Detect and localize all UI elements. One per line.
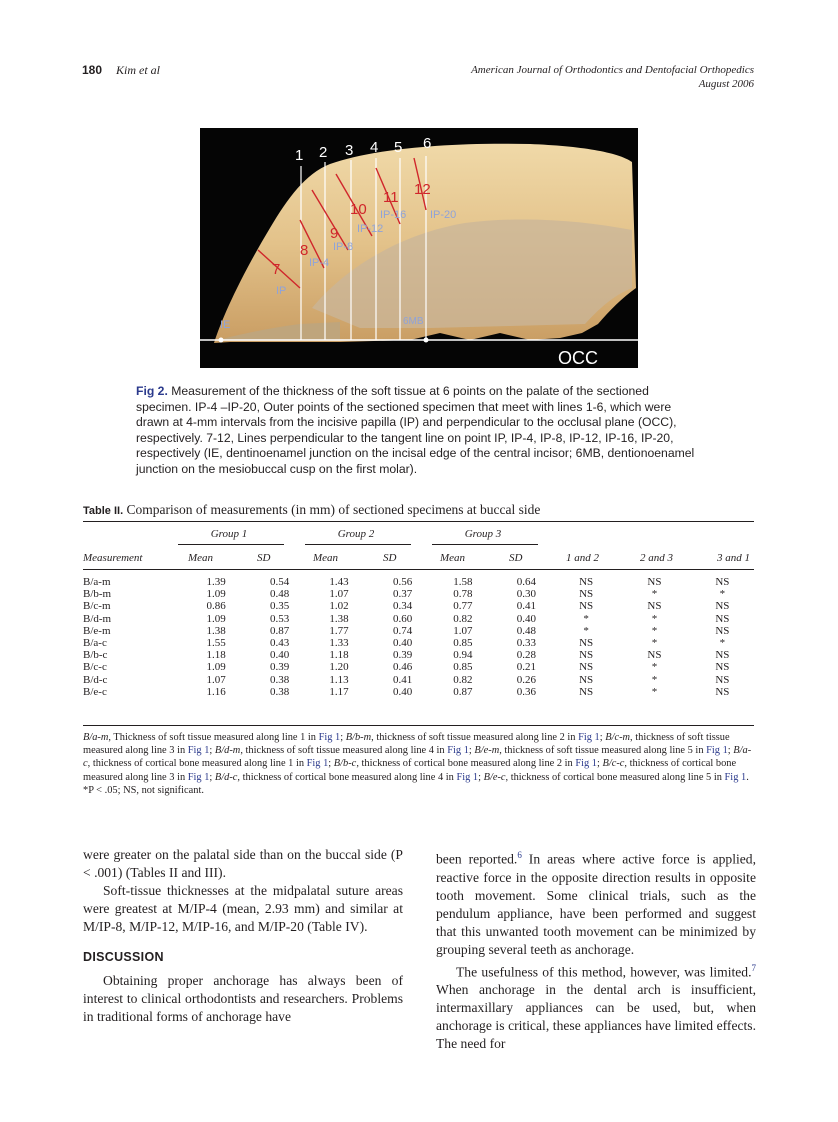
table-cell: 1.38 <box>206 624 226 637</box>
table-footnote <box>83 731 755 797</box>
table-cell: 0.43 <box>270 637 290 650</box>
table-cell: B/d-c <box>83 673 108 686</box>
group-1-rule <box>178 544 284 545</box>
table-cell: 1.09 <box>206 612 226 625</box>
table-cell: 0.46 <box>392 661 413 674</box>
perp-number-11: 11 <box>383 189 399 206</box>
table-cell: * <box>651 637 658 650</box>
section-heading: DISCUSSION <box>83 950 164 964</box>
journal-issue: August 2006 <box>698 78 754 90</box>
body-paragraph: Obtaining proper anchorage has always been of interest to clinical orthodontists and researchers. Problems in traditional forms of anchorage have <box>83 973 403 1024</box>
table-cell: * <box>583 612 589 625</box>
table-cell: NS <box>715 612 730 625</box>
table-cell: * <box>583 624 589 637</box>
table-cell: NS <box>579 576 594 588</box>
line-number-3: 3 <box>345 142 354 159</box>
col-g2-sd: SD <box>383 552 397 564</box>
table-cell: * <box>651 624 658 637</box>
table-cell: B/c-c <box>83 661 107 674</box>
body-right-column <box>436 846 756 1053</box>
table-cell: B/b-c <box>83 649 108 662</box>
table-cell: 1.20 <box>329 661 349 674</box>
table-cell: * <box>651 661 658 674</box>
table-cell: 0.85 <box>453 661 473 674</box>
table-cell: 1.39 <box>206 576 226 588</box>
table-cell: 0.26 <box>516 673 537 686</box>
table-cell: 0.82 <box>453 673 473 686</box>
table-cell: 1.07 <box>329 588 349 601</box>
body-paragraph: The usefulness of this method, however, was limited.$^7$ When anchorage in the dental arch is insufficient, intermaxillary appliances can be used, but, when anchorage is critical, these appliances have limited effects. The need for <box>436 962 756 1052</box>
table-header-rule <box>83 569 754 570</box>
table-cell: NS <box>647 600 662 613</box>
table-cell: 1.07 <box>453 624 473 637</box>
perp-number-9: 9 <box>330 225 339 242</box>
line-number-6: 6 <box>423 135 432 152</box>
body-paragraph: been reported.$^6$ In areas where active force is applied, reactive force in the opposite direction results in opposite tooth movement. Some clinical trials, such as the pendulum appliance, have been performed and suggest that this unwanted tooth movement can be minimized by grouping several teeth as anchorage. <box>436 850 756 957</box>
abbreviation-note: B/a-m, Thickness of soft tissue measured along line 1 in Fig 1; B/b-m, thickness of soft tissue measured along line 2 in Fig 1; B/c-m, thickness of soft tissue measured along line 3 in Fig 1; B/d-m, thickness of soft tissue measured along line 4 in Fig 1; B/e-m, thickness of soft tissue measured along line 5 in Fig 1; B/a-c, thickness of cortical bone measured along line 1 in Fig 1; B/b-c, thickness of cortical bone measured along line 2 in Fig 1; B/c-c, thickness of cortical bone measured along line 3 in Fig 1; B/d-c, thickness of cortical bone measured along line 4 in Fig 1; B/e-c, thickness of cortical bone measured along line 5 in Fig 1. <box>83 732 752 783</box>
table-cell: B/a-m <box>83 576 111 588</box>
figure-caption <box>136 384 706 478</box>
table-cell: 1.55 <box>206 637 226 650</box>
perp-number-10: 10 <box>350 201 367 218</box>
col-g1-sd: SD <box>257 552 271 564</box>
point-ip-4: IP-4 <box>309 257 330 269</box>
label-6mb: 6MB <box>403 316 424 327</box>
label-occ: OCC <box>558 348 598 368</box>
group-3-rule <box>432 544 538 545</box>
table-title <box>83 502 540 518</box>
table-row <box>83 625 754 637</box>
table-cell: 0.82 <box>453 612 473 625</box>
table-cell: NS <box>579 685 594 698</box>
body-paragraph: Soft-tissue thicknesses at the midpalatal suture areas were greatest at M/IP-4 (mean, 2.93 mm) and similar at M/IP-8, M/IP-12, M/IP-16, and M/IP-20 (Table IV). <box>83 883 403 934</box>
line-number-1: 1 <box>295 147 304 164</box>
table-cell: B/e-c <box>83 685 107 698</box>
table-cell: * <box>719 588 726 601</box>
table-row <box>83 588 754 600</box>
table-cell: 0.33 <box>516 637 537 650</box>
table-top-rule <box>83 521 754 522</box>
table-cell: 1.43 <box>329 576 349 588</box>
table-cell: 1.09 <box>206 588 226 601</box>
table-row <box>83 661 754 673</box>
table-cell: NS <box>715 624 730 637</box>
table-cell: B/b-m <box>83 588 112 601</box>
significance-note: *P < .05; NS, not significant. <box>83 784 204 796</box>
table-cell: 1.07 <box>206 673 226 686</box>
table-cell: NS <box>579 649 594 662</box>
table-cell: 0.86 <box>206 600 226 613</box>
table-cell: 0.38 <box>270 673 290 686</box>
table-cell: 0.34 <box>392 600 413 613</box>
perp-number-8: 8 <box>300 242 309 259</box>
table-cell: 0.85 <box>453 637 473 650</box>
table-cell: 0.64 <box>516 576 537 588</box>
table-cell: NS <box>715 576 730 588</box>
table-row <box>83 674 754 686</box>
table-label: Table II. <box>83 505 124 517</box>
table-cell: NS <box>579 600 594 613</box>
table-cell: 1.58 <box>453 576 473 588</box>
table-cell: B/c-m <box>83 600 111 613</box>
table-cell: * <box>651 673 658 686</box>
table-cell: NS <box>647 649 662 662</box>
table-cell: 0.28 <box>516 649 537 662</box>
table-cell: 0.41 <box>516 600 537 613</box>
body-paragraph: were greater on the palatal side than on the buccal side (P < .001) (Tables II and III). <box>83 847 403 880</box>
table-cell: 0.60 <box>392 612 413 625</box>
table-cell: 0.21 <box>516 661 537 674</box>
table-cell: 0.54 <box>270 576 290 588</box>
table-cell: 0.56 <box>392 576 413 588</box>
table-cell: 0.36 <box>516 685 537 698</box>
table-cell: 0.35 <box>270 600 290 613</box>
table-cell: B/e-m <box>83 624 111 637</box>
table-cell: * <box>651 612 658 625</box>
table-cell: 0.37 <box>392 588 413 601</box>
table-cell: 0.74 <box>392 624 413 637</box>
table-row <box>83 576 754 588</box>
group-2-header: Group 2 <box>337 528 375 540</box>
table-cell: * <box>651 685 658 698</box>
table-cell: 0.39 <box>392 649 413 662</box>
col-g3-sd: SD <box>509 552 523 564</box>
table-cell: 1.33 <box>329 637 349 650</box>
table-cell: NS <box>715 661 730 674</box>
caption-text: Measurement of the thickness of the soft tissue at 6 points on the palate of the sectioned specimen. IP-4 –IP-20, Outer points of the sectioned specimen that meet with lines 1-6, which were drawn at 4-mm intervals from the incisive papilla (IP) and perpendicular to the occlusal plane (OCC), respectively. 7-12, Lines perpendicular to the tangent line on point IP, IP-4, IP-8, IP-12, IP-16, IP-20, respectively (IE, dentinoenamel junction on the incisal edge of the central incisor; 6MB, dentionoenamel junction on the mesiobuccal cusp on the first molar). <box>136 384 695 476</box>
table-cell: 0.40 <box>516 612 537 625</box>
table-cell: NS <box>579 673 594 686</box>
table-cell: 0.30 <box>516 588 537 601</box>
running-authors: Kim et al <box>116 63 160 77</box>
table-cell: NS <box>579 661 594 674</box>
table-cell: 0.38 <box>270 685 290 698</box>
table-cell: 0.40 <box>392 685 413 698</box>
table-cell: NS <box>715 673 730 686</box>
point-ip-16: IP-16 <box>380 209 407 221</box>
data-table <box>83 576 754 698</box>
col-1-and-2: 1 and 2 <box>566 552 599 564</box>
table-cell: 0.48 <box>516 624 537 637</box>
col-3-and-1: 3 and 1 <box>717 552 750 564</box>
point-6mb-marker <box>424 338 429 343</box>
col-2-and-3: 2 and 3 <box>640 552 673 564</box>
table-cell: NS <box>715 649 730 662</box>
table-cell: 1.16 <box>206 685 226 698</box>
table-cell: 0.53 <box>270 612 290 625</box>
table-row <box>83 649 754 661</box>
col-g1-mean: Mean <box>188 552 214 564</box>
group-2-rule <box>305 544 411 545</box>
table-cell: NS <box>647 576 662 588</box>
table-cell: 1.13 <box>329 673 349 686</box>
point-ip-12: IP-12 <box>357 223 384 235</box>
specimen-photo <box>200 128 638 368</box>
table-cell: 1.02 <box>329 600 349 613</box>
line-number-5: 5 <box>394 139 403 156</box>
table-cell: 0.41 <box>392 673 413 686</box>
palate-specimen-figure <box>200 128 638 368</box>
table-row <box>83 613 754 625</box>
point-ip-20: IP-20 <box>430 209 457 221</box>
table-cell: 1.18 <box>206 649 226 662</box>
table-cell: * <box>651 588 658 601</box>
table-cell: 1.18 <box>329 649 349 662</box>
group-3-header: Group 3 <box>464 528 502 540</box>
point-ip: IP <box>276 285 287 297</box>
table-cell: NS <box>715 600 730 613</box>
table-cell: 0.78 <box>453 588 473 601</box>
table-cell: 0.39 <box>270 661 290 674</box>
table-cell: 0.87 <box>453 685 473 698</box>
table-row <box>83 637 754 649</box>
body-left-column <box>83 846 403 1026</box>
col-g3-mean: Mean <box>440 552 466 564</box>
perp-number-7: 7 <box>272 261 281 278</box>
caption-label: Fig 2. <box>136 384 168 398</box>
table-cell: 0.87 <box>270 624 290 637</box>
point-ie-marker <box>219 338 224 343</box>
table-cell: NS <box>579 588 594 601</box>
group-1-header: Group 1 <box>210 528 248 540</box>
perp-number-12: 12 <box>414 181 431 198</box>
table-cell: 1.09 <box>206 661 226 674</box>
table-row <box>83 686 754 698</box>
table-cell: 0.40 <box>392 637 413 650</box>
line-number-4: 4 <box>370 139 379 156</box>
table-cell: 1.77 <box>329 624 349 637</box>
table-caption: Comparison of measurements (in mm) of sectioned specimens at buccal side <box>126 502 541 517</box>
journal-header <box>471 63 754 91</box>
table-cell: NS <box>715 685 730 698</box>
col-g2-mean: Mean <box>313 552 339 564</box>
line-number-2: 2 <box>319 144 328 161</box>
table-cell: 1.38 <box>329 612 349 625</box>
table-cell: 0.94 <box>453 649 473 662</box>
table-cell: 1.17 <box>329 685 349 698</box>
point-ip-8: IP-8 <box>333 241 354 253</box>
table-row <box>83 600 754 612</box>
table-cell: B/d-m <box>83 612 112 625</box>
table-bottom-rule <box>83 725 754 726</box>
col-measurement: Measurement <box>83 552 143 564</box>
table-cell: B/a-c <box>83 637 107 650</box>
table-cell: * <box>719 637 726 650</box>
table-cell: NS <box>579 637 594 650</box>
table-cell: 0.77 <box>453 600 473 613</box>
label-ie: IE <box>220 319 231 331</box>
table-cell: 0.48 <box>270 588 290 601</box>
page-number: 180 <box>82 63 103 77</box>
table-cell: 0.40 <box>270 649 290 662</box>
journal-title: American Journal of Orthodontics and Dentofacial Orthopedics <box>471 64 754 76</box>
